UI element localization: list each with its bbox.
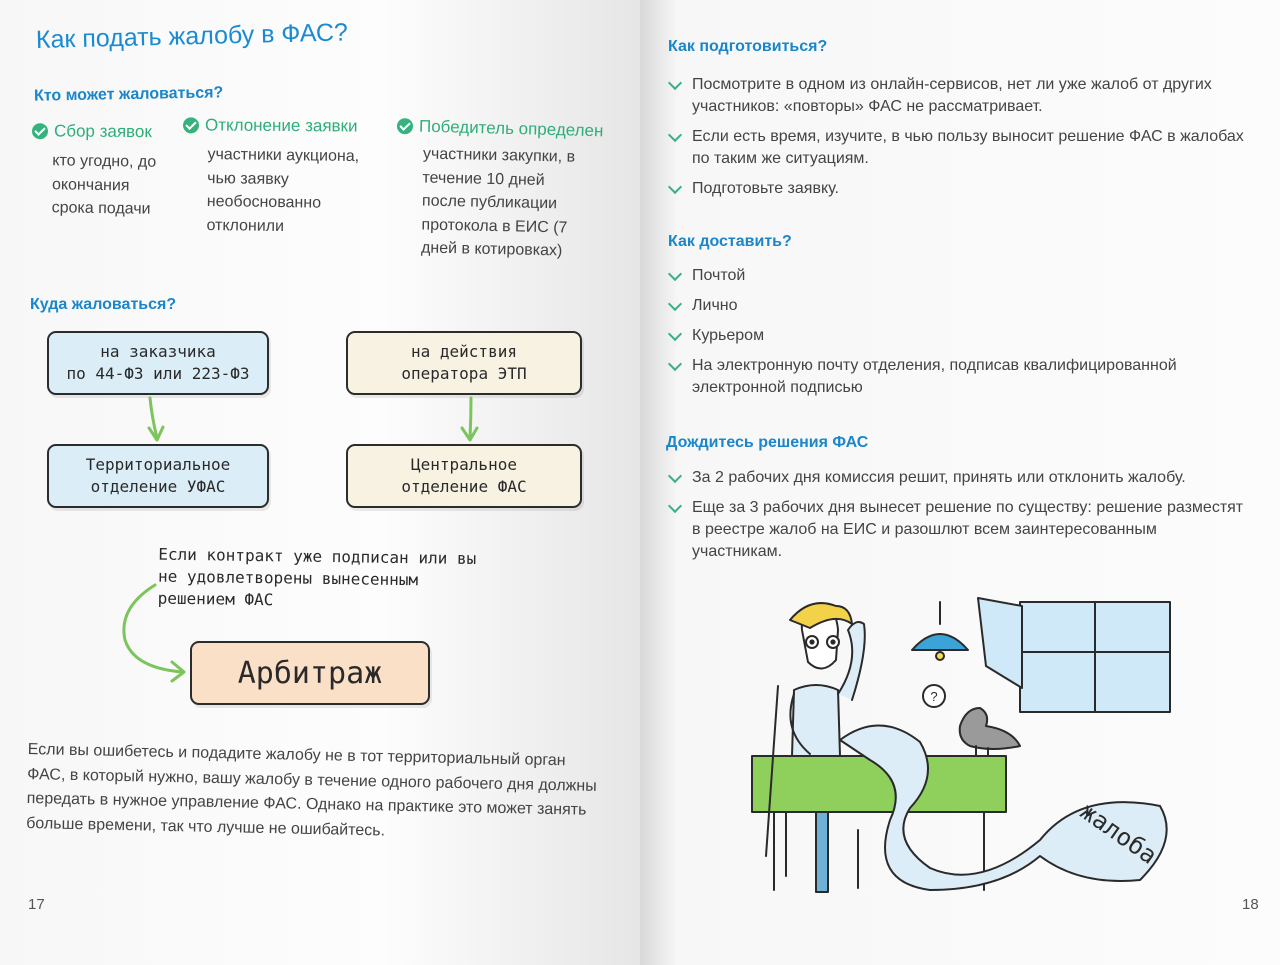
list-item: Посмотрите в одном из онлайн-сервисов, нет ли уже жалоб от других участников: «повторы» ФАС не рассматривает.: [668, 74, 1248, 118]
note-paragraph: Если вы ошибетесь и подадите жалобу не в тот территориальный орган ФАС, в который нужно, вашу жалобу в течение одного рабочего дня должны передать в нужное управление ФАС. Однако на практике это может занять больше времени, так что лучше не ошибайтесь.: [26, 740, 597, 839]
list-item: Еще за 3 рабочих дня вынесет решение по существу: решение разместят в реестре жалоб на ЕИС и разошлют всем заинтересованным участникам.: [668, 497, 1248, 563]
box-text: Арбитраж: [237, 655, 383, 691]
deliver-list: [668, 265, 1248, 407]
man-shirt: [792, 685, 840, 756]
who-text: участники закупки, в течение 10 дней после публикации протокола в ЕИС (7 дней в котировках): [420, 145, 576, 260]
list-item: Почтой: [668, 265, 1248, 287]
list-item: Подготовьте заявку.: [668, 178, 1248, 200]
who-label: Сбор заявок: [53, 121, 152, 142]
chevron-down-icon: [668, 128, 682, 142]
page-number-right: 18: [1242, 896, 1259, 913]
chevron-down-icon: [668, 469, 682, 483]
box-text: на заказчика: [100, 342, 216, 361]
box-text: отделение УФАС: [90, 477, 226, 496]
list-item: На электронную почту отделения, подписав квалифицированной электронной подписью: [668, 355, 1248, 399]
chevron-down-icon: [668, 357, 682, 371]
box-arbitration: [190, 641, 430, 705]
who-label: Отклонение заявки: [204, 115, 358, 136]
chevron-down-icon: [668, 327, 682, 341]
list-item: За 2 рабочих дня комиссия решит, принять или отклонить жалобу.: [668, 467, 1248, 489]
box-text: по 44-ФЗ или 223-ФЗ: [66, 364, 250, 383]
box-text: на действия: [411, 342, 517, 361]
who-heading: Кто может жаловаться?: [33, 84, 224, 105]
list-item: Если есть время, изучите, в чью пользу выносит решение ФАС в жалобах по таким же ситуациям.: [668, 126, 1248, 170]
chevron-down-icon: [668, 267, 682, 281]
prepare-list: [668, 74, 1248, 208]
chevron-down-icon: [668, 499, 682, 513]
box-text: отделение ФАС: [401, 477, 527, 496]
chevron-down-icon: [668, 180, 682, 194]
wait-list: [668, 467, 1248, 571]
who-label: Победитель определен: [418, 116, 604, 141]
page-title: Как подать жалобу в ФАС?: [35, 18, 349, 54]
deliver-heading: Как доставить?: [668, 233, 792, 250]
wait-heading: Дождитесь решения ФАС: [666, 434, 869, 451]
prepare-heading: Как подготовиться?: [668, 38, 828, 55]
arrow-down-right: [470, 398, 471, 438]
who-text: кто угодно, до окончания срока подачи: [51, 152, 157, 218]
chevron-down-icon: [668, 76, 682, 90]
lamp-icon: [912, 634, 968, 650]
question-mark: ?: [930, 689, 938, 704]
note-text: Если контракт уже подписан или вы не удовлетворены вынесенным решением ФАС: [157, 544, 477, 610]
where-heading: Куда жаловаться?: [30, 296, 177, 313]
box-text: Центральное: [411, 455, 517, 474]
page-number-left: 17: [28, 896, 45, 913]
window-sash: [978, 598, 1022, 688]
list-item: Курьером: [668, 325, 1248, 347]
box-text: оператора ЭТП: [401, 364, 527, 383]
scroll-word: жалоба: [1075, 797, 1163, 870]
box-text: Территориальное: [85, 455, 231, 474]
pigeon-icon: [960, 708, 1020, 749]
worried-man-illustration: [740, 590, 1200, 910]
chevron-down-icon: [668, 297, 682, 311]
list-item: Лично: [668, 295, 1248, 317]
who-text: участники аукциона, чью заявку необоснованно отклонили: [206, 145, 360, 235]
